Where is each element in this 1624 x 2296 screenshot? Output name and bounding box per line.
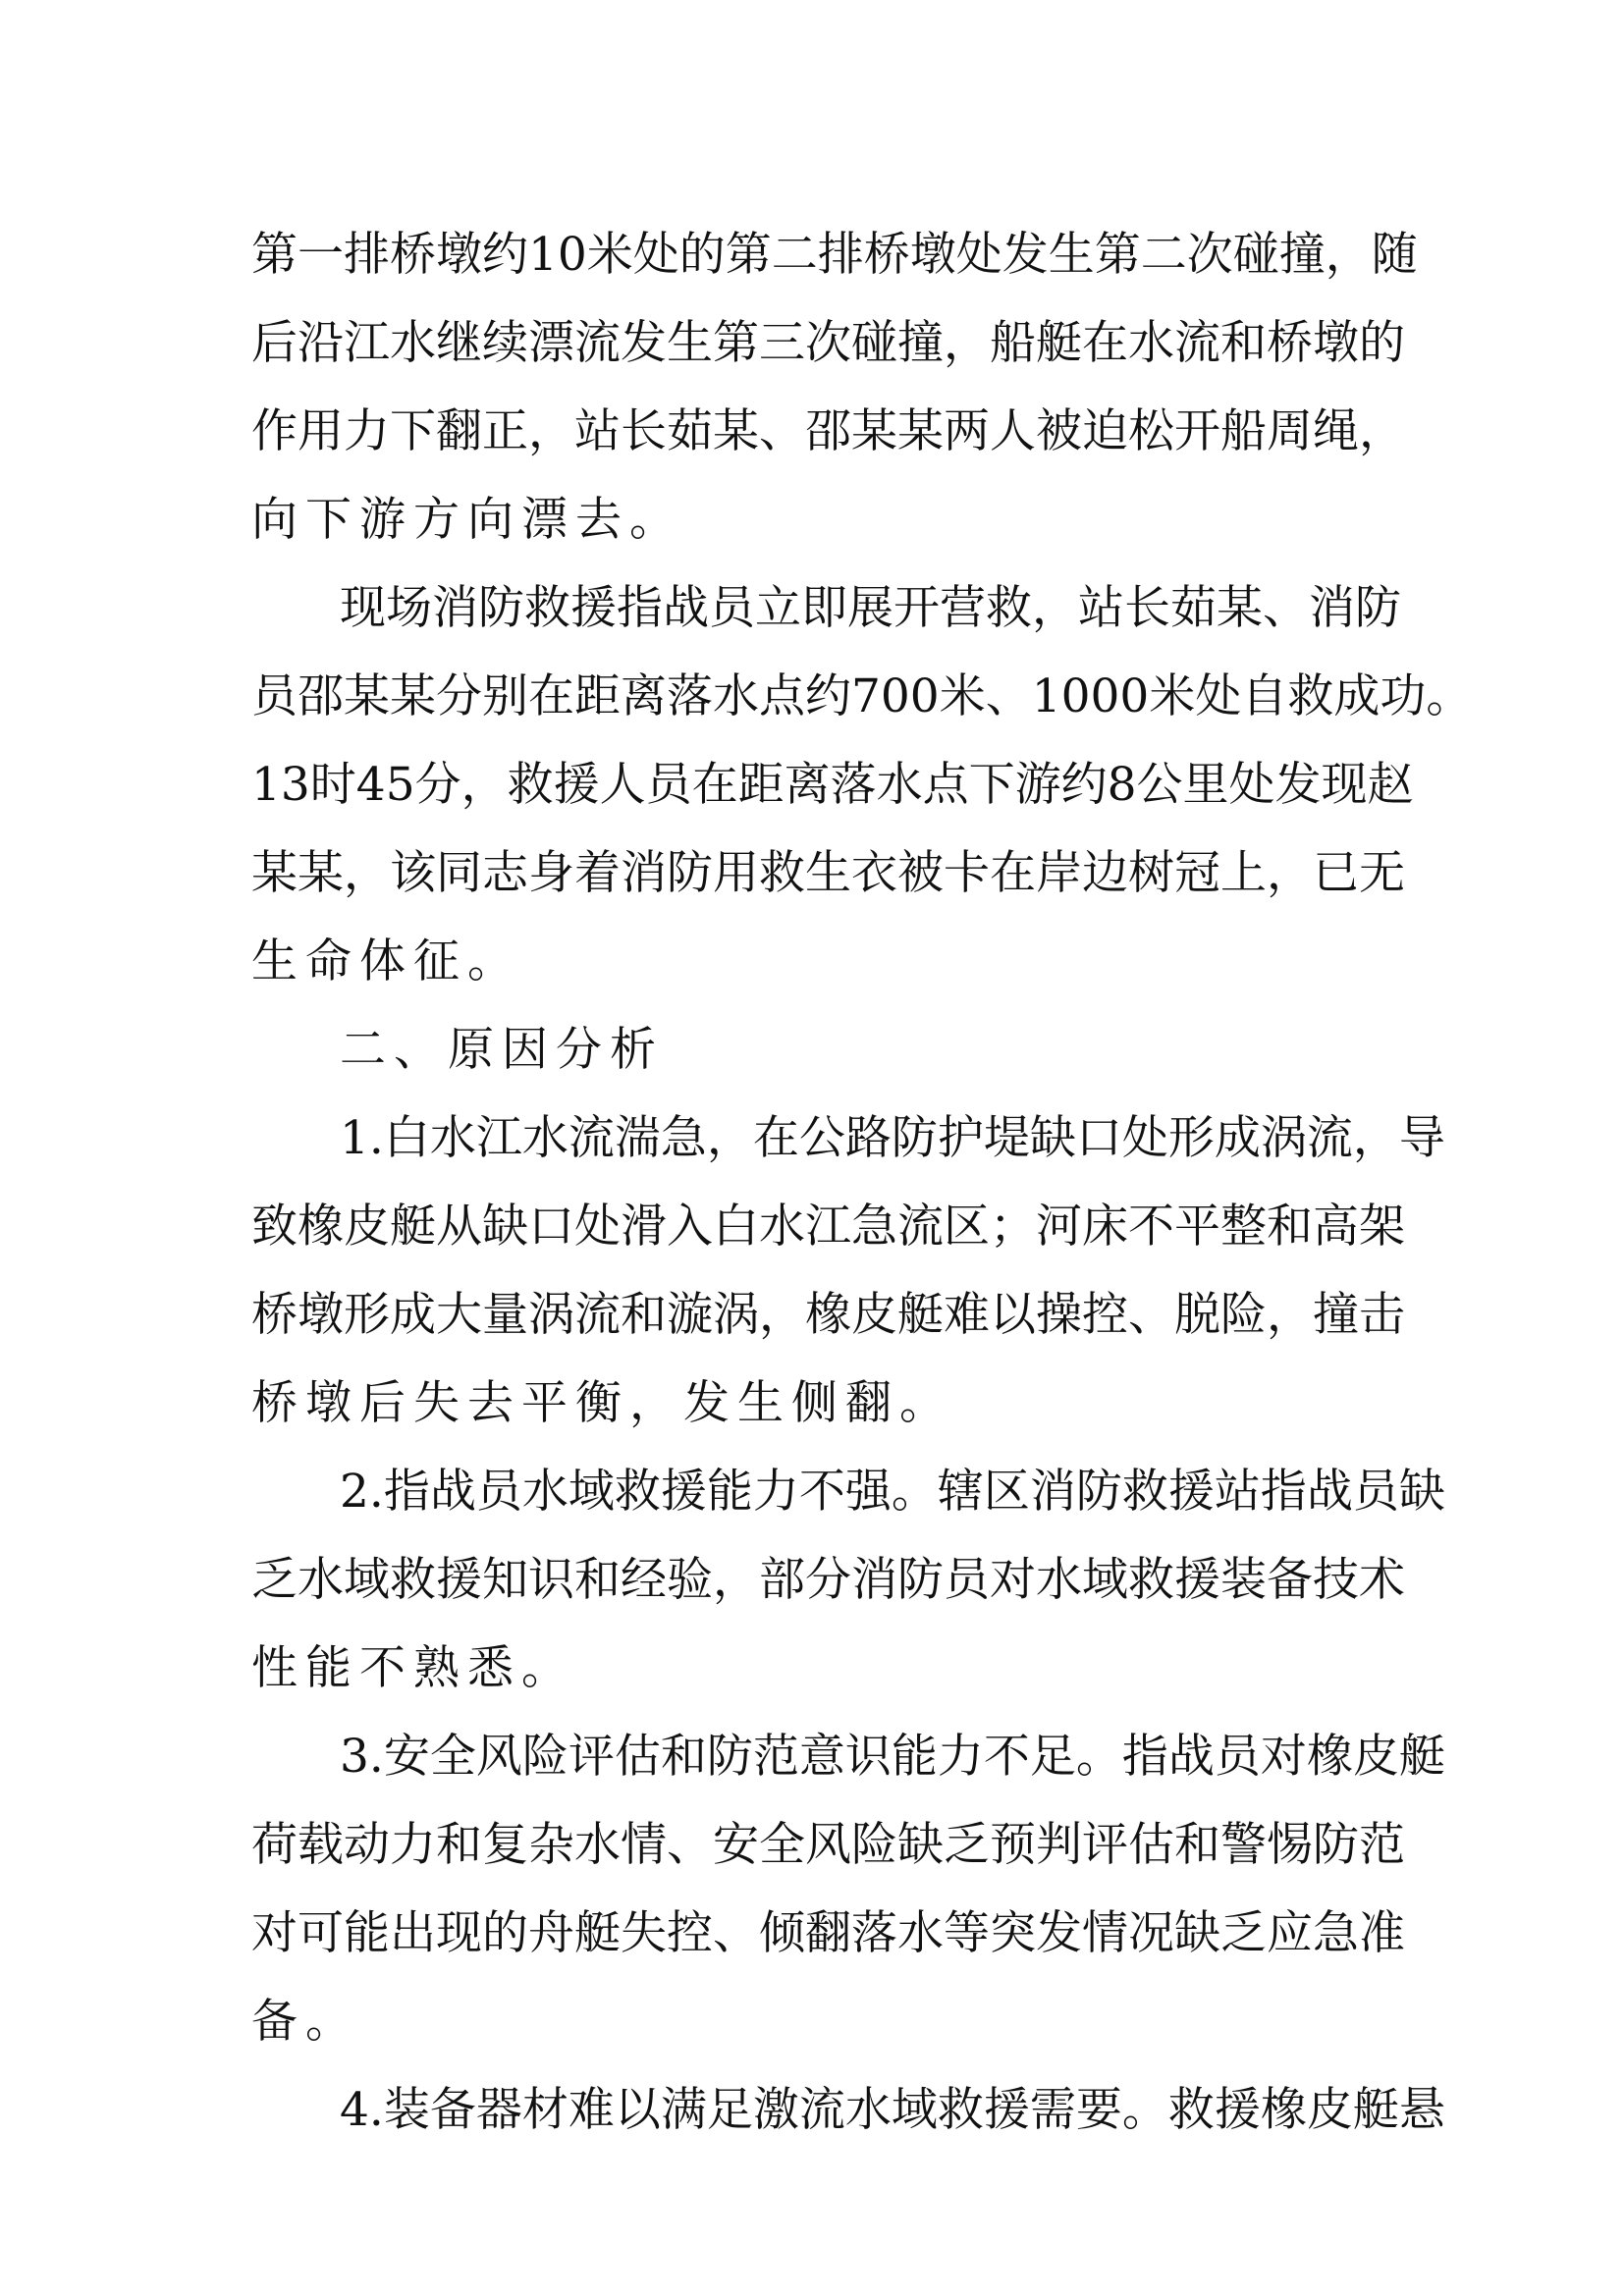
paragraph-first-line: 2.指战员水域救援能力不强。辖区消防救援站指战员缺 (340, 1465, 1445, 1519)
text-line: 桥墩形成大量涡流和漩涡，橡皮艇难以操控、脱险，撞击 (251, 1288, 1405, 1342)
text-line: 某某，该同志身着消防用救生衣被卡在岸边树冠上，已无 (251, 846, 1405, 900)
paragraph-first-line: 1.白水江水流湍急，在公路防护堤缺口处形成涡流，导 (340, 1111, 1445, 1165)
text-line: 荷载动力和复杂水情、安全风险缺乏预判评估和警惕防范 (251, 1818, 1405, 1872)
text-line: 13时45分，救援人员在距离落水点下游约8公里处发现赵 (251, 758, 1414, 812)
text-line: 对可能出现的舟艇失控、倾翻落水等突发情况缺乏应急准 (251, 1906, 1405, 1960)
text-line: 第一排桥墩约10米处的第二排桥墩处发生第二次碰撞，随 (251, 228, 1418, 282)
paragraph-first-line: 现场消防救援指战员立即展开营救，站长茹某、消防 (340, 581, 1401, 635)
text-line: 员邵某某分别在距离落水点约700米、1000米处自救成功。 (251, 669, 1473, 723)
section-heading: 二、原因分析 (340, 1023, 664, 1077)
text-line: 向下游方向漂去。 (251, 493, 683, 547)
text-line: 乏水域救援知识和经验，部分消防员对水域救援装备技术 (251, 1553, 1405, 1607)
text-line: 后沿江水继续漂流发生第三次碰撞，船艇在水流和桥墩的 (251, 316, 1405, 370)
text-line: 性能不熟悉。 (251, 1641, 575, 1695)
text-line: 桥墩后失去平衡，发生侧翻。 (251, 1376, 953, 1430)
text-line: 备。 (251, 1995, 359, 2049)
text-line: 致橡皮艇从缺口处滑入白水江急流区；河床不平整和高架 (251, 1200, 1405, 1254)
text-line: 生命体征。 (251, 934, 521, 988)
text-line: 作用力下翻正，站长茹某、邵某某两人被迫松开船周绳， (251, 404, 1405, 458)
paragraph-first-line: 3.安全风险评估和防范意识能力不足。指战员对橡皮艇 (340, 1730, 1445, 1784)
paragraph-first-line: 4.装备器材难以满足激流水域救援需要。救援橡皮艇悬 (340, 2083, 1445, 2137)
